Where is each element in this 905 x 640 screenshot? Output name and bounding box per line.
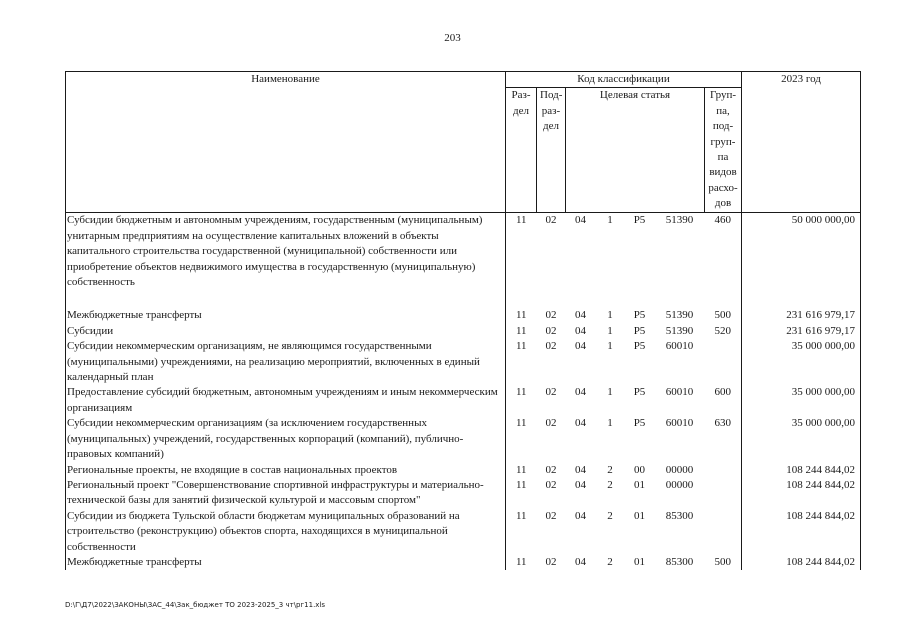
row-vid: 500: [705, 555, 742, 570]
row-podrazdel: 02: [545, 214, 557, 227]
row-vid: [705, 463, 742, 478]
row-target-event: 01: [634, 555, 645, 568]
row-target-event: P5: [633, 309, 646, 322]
row-razdel: 11: [506, 463, 537, 478]
row-podrazdel: 02: [545, 386, 557, 399]
row-target-direction: 85300: [665, 555, 694, 568]
header-year: 2023 год: [742, 72, 861, 213]
row-target-program: 04: [575, 386, 586, 399]
header-razdel: Раз- дел: [506, 88, 537, 213]
row-target-direction: 85300: [665, 509, 694, 522]
row-podrazdel: 02: [545, 555, 557, 568]
header-target: Целевая статья: [566, 88, 705, 213]
row-amount: 231 616 979,17: [742, 308, 861, 323]
header-name: Наименование: [66, 72, 506, 213]
table-row: [66, 308, 861, 323]
row-target-type: 1: [607, 324, 613, 337]
row-vid: [705, 509, 742, 555]
row-target-event: 01: [634, 478, 645, 491]
row-vid: 520: [705, 324, 742, 339]
row-vid: 630: [705, 416, 742, 462]
row-amount: 35 000 000,00: [742, 416, 861, 462]
row-vid: 600: [705, 385, 742, 416]
row-target-direction: 51390: [665, 309, 694, 322]
row-vid: 500: [705, 308, 742, 323]
row-target-direction: 60010: [665, 417, 694, 430]
table-row: [66, 555, 861, 570]
row-razdel: 11: [506, 324, 537, 339]
row-amount: 231 616 979,17: [742, 324, 861, 339]
table-row: [66, 213, 861, 291]
row-vid: 460: [705, 213, 742, 291]
row-target-program: 04: [575, 478, 586, 491]
row-name: Субсидии бюджетным и автономным учреждениям, государственным (муниципальным) унитарным предприятиям на осуществление капитальных вложений в объекты капитального строительства государственной (муниципальной) собственности или приобретение объектов недвижимого имущества в государственную (муниципальную) собственность: [66, 213, 506, 291]
row-amount: 108 244 844,02: [742, 478, 861, 509]
row-target-event: P5: [633, 386, 646, 399]
row-target-type: 2: [607, 509, 613, 522]
row-name: Межбюджетные трансферты: [66, 555, 506, 570]
row-target-event: 00: [634, 463, 645, 476]
row-target-event: P5: [633, 340, 646, 353]
row-podrazdel: 02: [545, 340, 557, 353]
table-row: [66, 509, 861, 555]
row-name: Субсидии некоммерческим организациям, не являющимся государственными (муниципальными) учреждениями, на реализацию мероприятий, включенных в единый календарный план: [66, 339, 506, 385]
row-target-event: P5: [633, 214, 646, 227]
row-target-direction: 00000: [665, 463, 694, 476]
row-target-type: 1: [607, 340, 613, 353]
row-target-program: 04: [575, 324, 586, 337]
row-target-event: 01: [634, 509, 645, 522]
row-target-event: P5: [633, 324, 646, 337]
row-amount: 108 244 844,02: [742, 509, 861, 555]
row-vid: [705, 478, 742, 509]
row-name: Субсидии: [66, 324, 506, 339]
row-target-direction: 00000: [665, 478, 694, 491]
row-razdel: 11: [506, 478, 537, 509]
file-path-footer: D:\Г\Д7\2022\ЗАКОНЫ\ЗАС_44\Зак_бюджет ТО 2023-2025_3 чт\рг11.xls: [65, 601, 326, 609]
row-target-type: 1: [607, 309, 613, 322]
row-podrazdel: 02: [545, 509, 557, 522]
page-number: 203: [444, 32, 461, 44]
row-target-direction: 60010: [665, 386, 694, 399]
row-amount: 108 244 844,02: [742, 463, 861, 478]
header-classification: Код классификации: [506, 72, 742, 88]
row-target-program: 04: [575, 340, 586, 353]
row-target-program: 04: [575, 417, 586, 430]
row-target-event: P5: [633, 417, 646, 430]
row-target-type: 1: [607, 386, 613, 399]
row-name: Субсидии некоммерческим организациям (за исключением государственных (муниципальных) учреждений, государственных корпораций (компаний), публично-правовых компаний): [66, 416, 506, 462]
row-target-program: 04: [575, 214, 586, 227]
row-vid: [705, 339, 742, 385]
row-razdel: 11: [506, 339, 537, 385]
row-target-direction: 60010: [665, 340, 694, 353]
table-row: [66, 463, 861, 478]
row-podrazdel: 02: [545, 324, 557, 337]
row-amount: 50 000 000,00: [742, 213, 861, 291]
row-target-direction: 51390: [665, 214, 694, 227]
header-podrazdel: Под- раз- дел: [537, 88, 566, 213]
row-target-type: 1: [607, 214, 613, 227]
row-target-type: 2: [607, 555, 613, 568]
row-name: Межбюджетные трансферты: [66, 308, 506, 323]
row-name: Региональные проекты, не входящие в состав национальных проектов: [66, 463, 506, 478]
row-target-program: 04: [575, 463, 586, 476]
row-target-type: 2: [607, 463, 613, 476]
row-target-type: 1: [607, 417, 613, 430]
row-podrazdel: 02: [545, 417, 557, 430]
spacer-row: [66, 290, 861, 308]
row-razdel: 11: [506, 385, 537, 416]
row-razdel: 11: [506, 416, 537, 462]
table-row: [66, 416, 861, 462]
table-row: [66, 478, 861, 509]
row-target-program: 04: [575, 509, 586, 522]
row-podrazdel: 02: [545, 478, 557, 491]
row-razdel: 11: [506, 555, 537, 570]
row-podrazdel: 02: [545, 463, 557, 476]
table-row: [66, 385, 861, 416]
row-amount: 35 000 000,00: [742, 339, 861, 385]
budget-table: [65, 71, 861, 570]
row-razdel: 11: [506, 308, 537, 323]
row-amount: 35 000 000,00: [742, 385, 861, 416]
row-amount: 108 244 844,02: [742, 555, 861, 570]
row-target-program: 04: [575, 555, 586, 568]
row-target-program: 04: [575, 309, 586, 322]
table-row: [66, 324, 861, 339]
row-razdel: 11: [506, 509, 537, 555]
row-name: Региональный проект "Совершенствование спортивной инфраструктуры и материально-технической базы для занятий физической культурой и массовым спортом": [66, 478, 506, 509]
row-razdel: 11: [506, 213, 537, 291]
row-name: Предоставление субсидий бюджетным, автономным учреждениям и иным некоммерческим организациям: [66, 385, 506, 416]
table-row: [66, 339, 861, 385]
header-group: Груп- па, под- груп- па видов расхо- дов: [705, 88, 742, 213]
row-target-direction: 51390: [665, 324, 694, 337]
row-name: Субсидии из бюджета Тульской области бюджетам муниципальных образований на строительство (реконструкцию) объектов спорта, находящихся в муниципальной собственности: [66, 509, 506, 555]
row-podrazdel: 02: [545, 309, 557, 322]
row-target-type: 2: [607, 478, 613, 491]
